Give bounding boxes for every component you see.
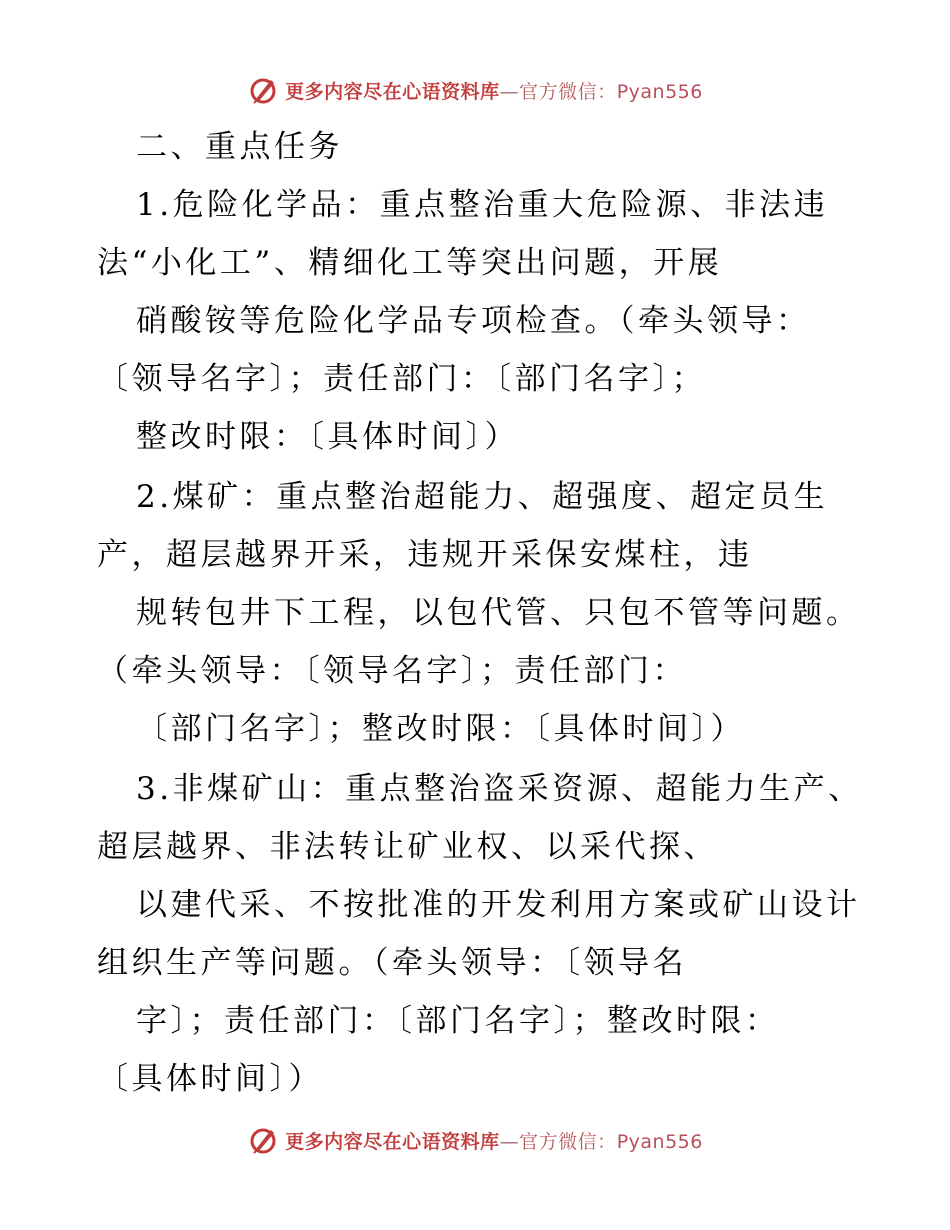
- footer-watermark: [0, 1120, 950, 1160]
- watermark-site: 更多内容尽在心语资料库: [285, 1130, 500, 1153]
- text-line: 〔领导名字〕；责任部门：〔部门名字〕；: [97, 361, 706, 397]
- watermark-wechat-label: 官方微信：: [519, 1130, 617, 1153]
- text-line: 2.煤矿：重点整治超能力、超强度、超定员生: [136, 479, 829, 515]
- text-line: 1.危险化学品：重点整治重大危险源、非法违: [136, 187, 829, 223]
- text-line: 〔具体时间〕）: [97, 1061, 323, 1097]
- text-line: 以建代采、不按批准的开发利用方案或矿山设计: [136, 887, 861, 923]
- text-line: 组织生产等问题。（牵头领导：〔领导名: [97, 945, 687, 981]
- watermark-wechat-label: 官方微信：: [519, 80, 617, 103]
- text-line: 法“小化工”、精细化工等突出问题，开展: [97, 245, 723, 281]
- text-line: 产，超层越界开采，违规开采保安煤柱，违: [97, 537, 753, 573]
- quill-logo-icon: [247, 1124, 279, 1156]
- header-watermark: [0, 70, 950, 110]
- text-line: 整改时限：〔具体时间〕）: [136, 419, 519, 455]
- text-line: 〔部门名字〕；整改时限：〔具体时间〕）: [136, 711, 745, 747]
- watermark-wechat-handle: Pyan556: [616, 80, 703, 103]
- section-heading: 二、重点任务: [136, 129, 343, 165]
- watermark-separator: —: [499, 80, 520, 103]
- text-line: （牵头领导：〔领导名字〕；责任部门：: [97, 653, 687, 689]
- text-line: 字〕；责任部门：〔部门名字〕；整改时限：: [136, 1003, 780, 1039]
- watermark-separator: —: [499, 1130, 520, 1153]
- watermark-wechat-handle: Pyan556: [616, 1130, 703, 1153]
- watermark-text: [285, 1127, 703, 1154]
- watermark-site: 更多内容尽在心语资料库: [285, 80, 500, 103]
- watermark-text: [285, 77, 703, 104]
- text-line: 超层越界、非法转让矿业权、以采代探、: [97, 829, 718, 865]
- quill-logo-icon: [247, 74, 279, 106]
- text-line: 硝酸铵等危险化学品专项检查。（牵头领导：: [136, 303, 811, 339]
- text-line: 3.非煤矿山：重点整治盗采资源、超能力生产、: [136, 771, 863, 807]
- text-line: 规转包井下工程，以包代管、只包不管等问题。: [136, 595, 861, 631]
